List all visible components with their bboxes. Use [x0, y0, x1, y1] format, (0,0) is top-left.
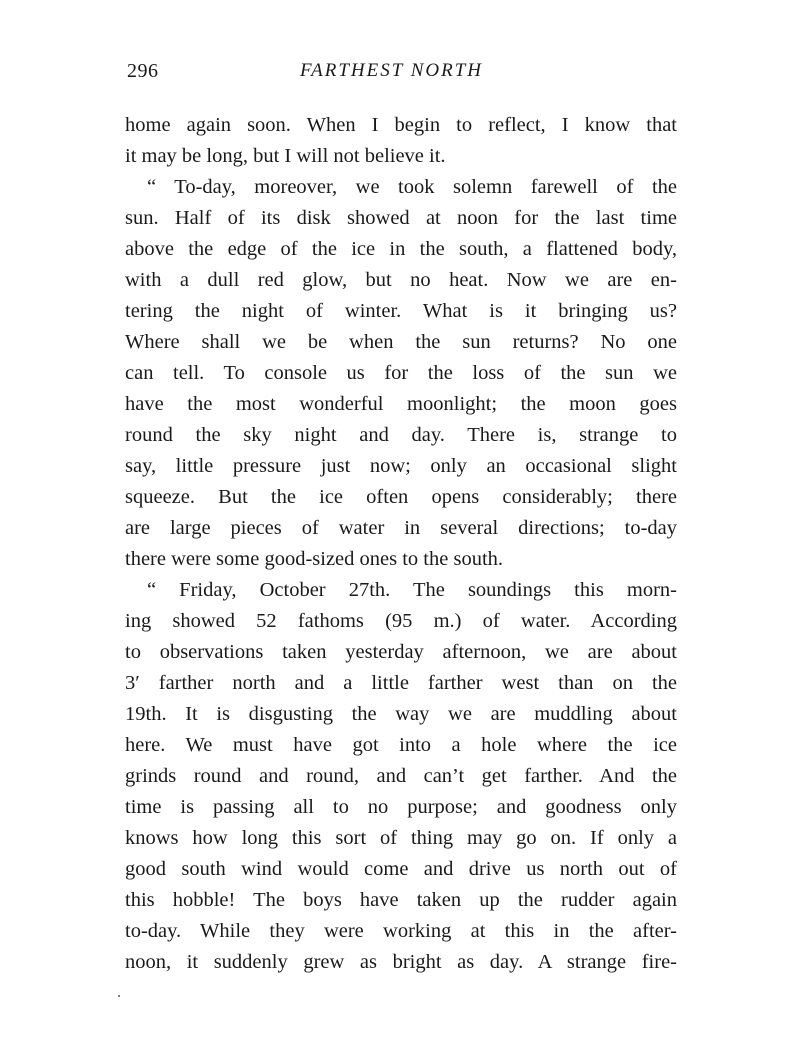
text-line: above the edge of the ice in the south, a flattened body, — [125, 238, 677, 260]
text-line: good south wind would come and drive us north out of — [125, 858, 677, 880]
text-line: to-day. While they were working at this in the after- — [125, 920, 677, 942]
text-line: are large pieces of water in several directions; to-day — [125, 517, 677, 539]
text-line: round the sky night and day. There is, strange to — [125, 424, 677, 446]
text-line: say, little pressure just now; only an occasional slight — [125, 455, 677, 477]
text-line: home again soon. When I begin to reflect, I know that — [125, 114, 677, 136]
text-line: can tell. To console us for the loss of the sun we — [125, 362, 677, 384]
body-text — [125, 110, 677, 978]
text-line: with a dull red glow, but no heat. Now we are en- — [125, 269, 677, 291]
running-title: FARTHEST NORTH — [300, 60, 484, 81]
text-line: noon, it suddenly grew as bright as day. A strange fire- — [125, 951, 677, 973]
text-line: there were some good-sized ones to the south. — [125, 548, 504, 570]
text-line: time is passing all to no purpose; and goodness only — [125, 796, 677, 818]
text-line: here. We must have got into a hole where the ice — [125, 734, 677, 756]
text-line: “ To-day, moreover, we took solemn farewell of the — [147, 176, 677, 198]
page-number: 296 — [127, 60, 159, 82]
text-line: have the most wonderful moonlight; the moon goes — [125, 393, 677, 415]
text-line: to observations taken yesterday afternoon, we are about — [125, 641, 677, 663]
text-line: grinds round and round, and can’t get farther. And the — [125, 765, 677, 787]
text-line: 3′ farther north and a little farther west than on the — [125, 672, 677, 694]
text-line: this hobble! The boys have taken up the rudder again — [125, 889, 677, 911]
text-line: ing showed 52 fathoms (95 m.) of water. According — [125, 610, 677, 632]
ink-speck — [118, 995, 120, 997]
text-line: tering the night of winter. What is it bringing us? — [125, 300, 677, 322]
text-line: 19th. It is disgusting the way we are muddling about — [125, 703, 677, 725]
text-line: sun. Half of its disk showed at noon for the last time — [125, 207, 677, 229]
text-line: squeeze. But the ice often opens considerably; there — [125, 486, 677, 508]
text-line: Where shall we be when the sun returns? No one — [125, 331, 677, 353]
text-line: knows how long this sort of thing may go on. If only a — [125, 827, 677, 849]
text-line: “ Friday, October 27th. The soundings this morn- — [147, 579, 677, 601]
text-line: it may be long, but I will not believe it. — [125, 145, 446, 167]
